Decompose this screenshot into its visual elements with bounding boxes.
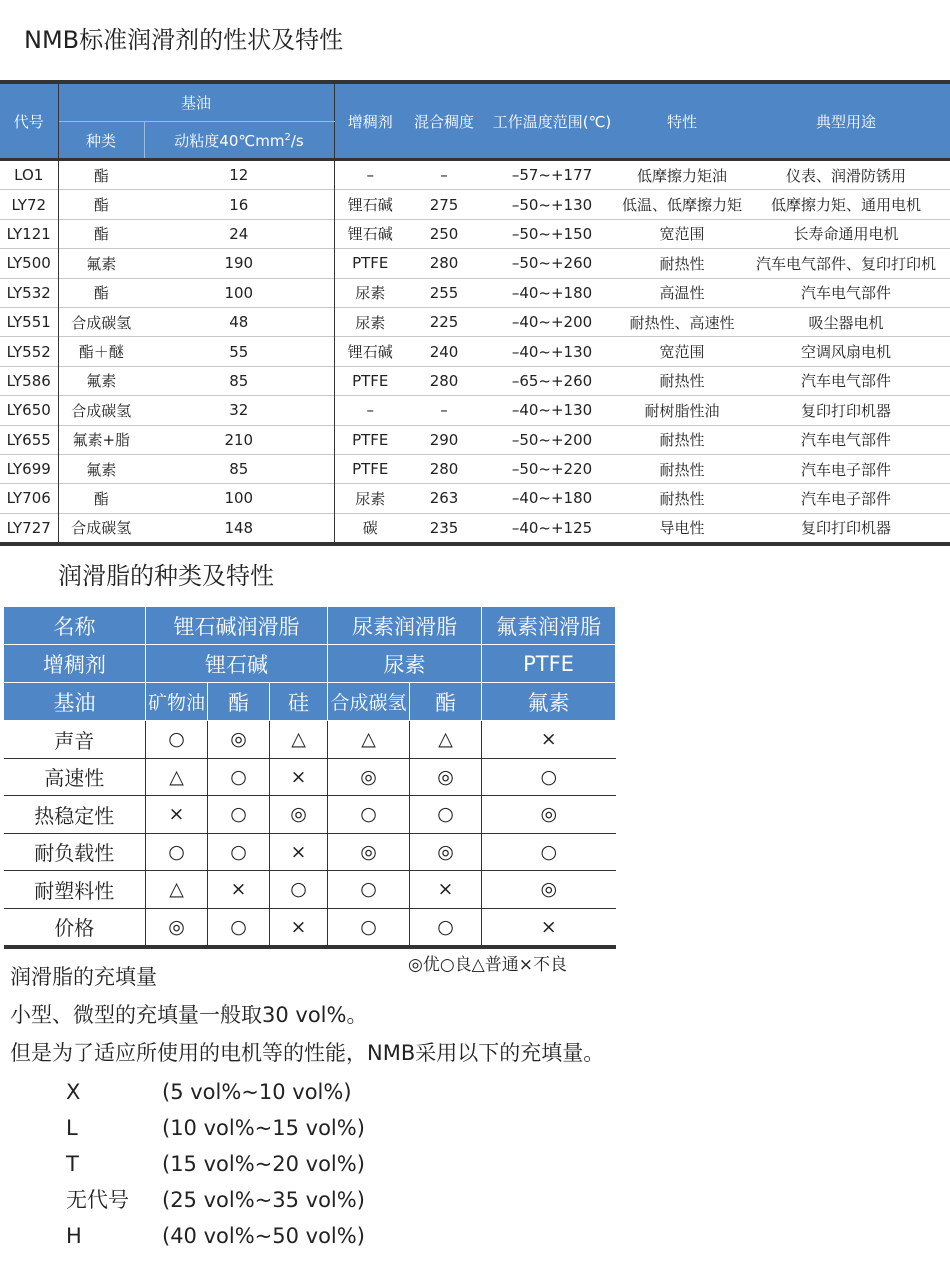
cell-usage: 吸尘器电机 [742,307,950,336]
cell-temp: –40~+130 [482,396,622,425]
cell-temp: –57~+177 [511,166,593,185]
cell-code: LY699 [0,454,58,483]
cell-consistency: 250 [406,219,482,248]
rating-cell: △ [410,721,482,759]
fill-code: X [66,1080,81,1104]
cell-consistency: – [406,396,482,425]
cell-usage: 复印打印机器 [742,513,950,544]
fill-code-list [66,1074,365,1254]
rating-cell: × [482,721,616,759]
rating-cell: ◎ [410,833,482,871]
header-property: 特性 [622,82,742,160]
cell-viscosity: 16 [144,190,334,219]
cell-code: LY72 [0,190,58,219]
table-row [0,307,950,336]
header-kind: 种类 [58,122,144,160]
cell-temp: –50~+130 [482,190,622,219]
rating-cell: ◎ [270,796,328,834]
cell-kind: 合成碳氢 [58,307,144,336]
header-mineral-oil: 矿物油 [146,683,208,721]
rating-legend: ◎优○良△普通×不良 [408,955,567,975]
cell-property: 耐热性 [622,366,742,395]
rating-cell: × [270,758,328,796]
table-row [4,721,616,759]
fill-amount-title: 润滑脂的充填量 [10,965,157,989]
cell-temp: –40~+125 [482,513,622,544]
cell-kind: 酯 [58,219,144,248]
table-row [0,454,950,483]
cell-consistency: 280 [406,366,482,395]
header-viscosity: 动粘度$40℃mm^2/s$ [144,122,334,160]
rating-cell: × [410,871,482,909]
cell-viscosity: 48 [144,307,334,336]
header-thickener: 增稠剂 [334,82,406,160]
cell-consistency: 263 [406,484,482,513]
grease-types-title: 润滑脂的种类及特性 [58,562,274,590]
cell-code: LY500 [0,249,58,278]
table-row [0,278,950,307]
cell-usage: 汽车电气部件、复印打印机 [742,249,950,278]
cell-temp: –50~+200 [482,425,622,454]
table-row [0,219,950,248]
cell-viscosity: 85 [144,366,334,395]
cell-usage: 汽车电气部件 [742,366,950,395]
table-row [4,871,616,909]
cell-usage: 汽车电子部件 [742,454,950,483]
header-ptfe: PTFE [482,645,616,683]
cell-kind: 氟素 [58,249,144,278]
cell-temp: –50~+220 [482,454,622,483]
cell-code: LY727 [0,513,58,544]
table-row [0,337,950,366]
cell-property: 耐热性 [622,484,742,513]
header-code: 代号 [0,82,58,160]
cell-thickener: 锂石碱 [334,190,406,219]
cell-viscosity: 24 [144,219,334,248]
fill-code: H [66,1224,82,1248]
cell-thickener: 锂石碱 [334,337,406,366]
rating-cell: ○ [208,908,270,947]
cell-thickener: PTFE [334,454,406,483]
table-row [0,396,950,425]
rating-cell: ○ [328,796,410,834]
header-urea-grease: 尿素润滑脂 [328,607,482,645]
row-label: 高速性 [4,758,146,796]
fill-code-row [66,1218,365,1254]
fill-line-2: 但是为了适应所使用的电机等的性能，NMB采用以下的充填量。 [10,1041,605,1065]
cell-code: LO1 [0,160,58,190]
table-row [0,484,950,513]
cell-property: 宽范围 [622,219,742,248]
cell-temp: –40~+180 [482,278,622,307]
cell-kind: 酯 [93,166,109,185]
cell-property: 耐树脂性油 [622,396,742,425]
table-row [0,366,950,395]
cell-viscosity: 12 [144,160,334,190]
fill-code-row [66,1146,365,1182]
cell-property: 耐热性 [622,454,742,483]
cell-property: 低摩擦力矩油 [637,166,728,185]
row-label: 声音 [4,721,146,759]
fill-range: (25 vol%~35 vol%) [162,1188,365,1212]
cell-code: LY650 [0,396,58,425]
header-base-oil: 基油 [58,82,334,122]
rating-cell: ○ [208,796,270,834]
header-fluorine: 氟素 [482,683,616,721]
cell-consistency: 275 [406,190,482,219]
cell-kind: 酯 [58,278,144,307]
header-ester2: 酯 [410,683,482,721]
cell-viscosity: 55 [144,337,334,366]
cell-thickener: 尿素 [334,278,406,307]
rating-cell: ◎ [328,758,410,796]
cell-property: 耐热性、高速性 [622,307,742,336]
cell-usage: 仪表、润滑防锈用 [786,166,907,185]
rating-cell: × [482,908,616,947]
rating-cell: ○ [328,871,410,909]
fill-code-row [66,1110,365,1146]
cell-consistency: 240 [406,337,482,366]
rating-cell: ○ [208,833,270,871]
rating-cell: ○ [146,721,208,759]
header-usage: 典型用途 [742,82,950,160]
header-temp-range: 工作温度范围(℃) [482,82,622,160]
cell-code: LY552 [0,337,58,366]
fill-code-row [66,1074,365,1110]
cell-thickener: 尿素 [334,307,406,336]
rating-cell: ○ [482,758,616,796]
cell-consistency: 255 [406,278,482,307]
fill-range: (5 vol%~10 vol%) [162,1080,352,1104]
rating-cell: ◎ [482,796,616,834]
fill-line-1: 小型、微型的充填量一般取30 vol%。 [10,1003,368,1027]
cell-viscosity: 210 [144,425,334,454]
rating-cell: ○ [410,796,482,834]
cell-thickener: PTFE [334,425,406,454]
cell-usage: 低摩擦力矩、通用电机 [742,190,950,219]
rating-cell: △ [146,758,208,796]
cell-temp: –40~+130 [482,337,622,366]
rating-cell: ◎ [146,908,208,947]
rating-cell: ○ [146,833,208,871]
row-label: 耐负载性 [4,833,146,871]
cell-code: LY586 [0,366,58,395]
cell-kind: 氟素 [58,454,144,483]
cell-kind: 氟素+脂 [58,425,144,454]
cell-property: 耐热性 [622,249,742,278]
rating-cell: × [270,908,328,947]
page-title: NMB标准润滑剂的性状及特性 [24,26,344,54]
cell-property: 宽范围 [622,337,742,366]
cell-usage: 汽车电子部件 [742,484,950,513]
row-label: 耐塑料性 [4,871,146,909]
cell-consistency: 235 [406,513,482,544]
header-silicone: 硅 [270,683,328,721]
header-lithium-grease: 锂石碱润滑脂 [146,607,328,645]
header-synthetic-hc: 合成碳氢 [328,683,410,721]
cell-consistency: – [440,166,448,185]
cell-usage: 长寿命通用电机 [742,219,950,248]
fill-range: (15 vol%~20 vol%) [162,1152,365,1176]
table-row [0,190,950,219]
cell-property: 导电性 [622,513,742,544]
cell-usage: 空调风扇电机 [742,337,950,366]
rating-cell: ○ [208,758,270,796]
cell-code: LY551 [0,307,58,336]
cell-usage: 复印打印机器 [742,396,950,425]
cell-code: LY121 [0,219,58,248]
cell-kind: 氟素 [58,366,144,395]
fill-code: T [66,1152,79,1176]
cell-thickener: PTFE [334,249,406,278]
cell-temp: –65~+260 [482,366,622,395]
cell-temp: –40~+200 [482,307,622,336]
table-row [4,796,616,834]
cell-kind: 酯＋醚 [58,337,144,366]
rating-cell: ○ [270,871,328,909]
rating-cell: ◎ [410,758,482,796]
cell-thickener: – [366,166,375,185]
fill-code: 无代号 [66,1188,129,1212]
rating-cell: × [146,796,208,834]
cell-code: LY532 [0,278,58,307]
table-row [0,249,950,278]
cell-thickener: 锂石碱 [334,219,406,248]
cell-property: 高温性 [622,278,742,307]
header-lithium: 锂石碱 [146,645,328,683]
cell-viscosity: 100 [144,484,334,513]
cell-viscosity: 148 [144,513,334,544]
cell-property: 耐热性 [622,425,742,454]
cell-consistency: 290 [406,425,482,454]
cell-kind: 酯 [58,484,144,513]
header-fluorine-grease: 氟素润滑脂 [482,607,616,645]
cell-consistency: 280 [406,454,482,483]
header-thickener-label: 增稠剂 [4,645,146,683]
header-name-label: 名称 [4,607,146,645]
cell-thickener: 尿素 [334,484,406,513]
grease-types-table [3,606,616,949]
cell-thickener: – [334,396,406,425]
rating-cell: △ [270,721,328,759]
fill-code: L [66,1116,78,1140]
cell-kind: 酯 [58,190,144,219]
cell-temp: –40~+180 [482,484,622,513]
fill-code-row [66,1182,365,1218]
cell-viscosity: 85 [144,454,334,483]
cell-property: 低温、低摩擦力矩 [622,190,742,219]
header-consistency: 混合稠度 [406,82,482,160]
rating-cell: × [208,871,270,909]
rating-cell: × [270,833,328,871]
table-row [4,833,616,871]
cell-thickener: PTFE [334,366,406,395]
cell-consistency: 280 [406,249,482,278]
cell-kind: 合成碳氢 [58,513,144,544]
cell-code: LY706 [0,484,58,513]
cell-consistency: 225 [406,307,482,336]
cell-temp: –50~+150 [482,219,622,248]
fill-range: (10 vol%~15 vol%) [162,1116,365,1140]
cell-thickener: 碳 [334,513,406,544]
header-urea: 尿素 [328,645,482,683]
table-row [0,513,950,544]
cell-kind: 合成碳氢 [58,396,144,425]
rating-cell: △ [146,871,208,909]
rating-cell: ○ [482,833,616,871]
cell-viscosity: 32 [144,396,334,425]
row-label: 热稳定性 [4,796,146,834]
cell-viscosity: 190 [144,249,334,278]
row-label: 价格 [4,908,146,947]
lubricant-properties-table [0,80,950,546]
cell-temp: –50~+260 [482,249,622,278]
rating-cell: ○ [410,908,482,947]
table-row [0,425,950,454]
rating-cell: ◎ [208,721,270,759]
table-row [0,160,950,190]
table-row [4,908,616,947]
rating-cell: ○ [328,908,410,947]
header-ester: 酯 [208,683,270,721]
cell-code: LY655 [0,425,58,454]
header-base-oil-label: 基油 [4,683,146,721]
fill-range: (40 vol%~50 vol%) [162,1224,365,1248]
rating-cell: ◎ [328,833,410,871]
rating-cell: △ [328,721,410,759]
table-row [4,758,616,796]
cell-usage: 汽车电气部件 [742,278,950,307]
rating-cell: ◎ [482,871,616,909]
cell-viscosity: 100 [144,278,334,307]
cell-usage: 汽车电气部件 [742,425,950,454]
